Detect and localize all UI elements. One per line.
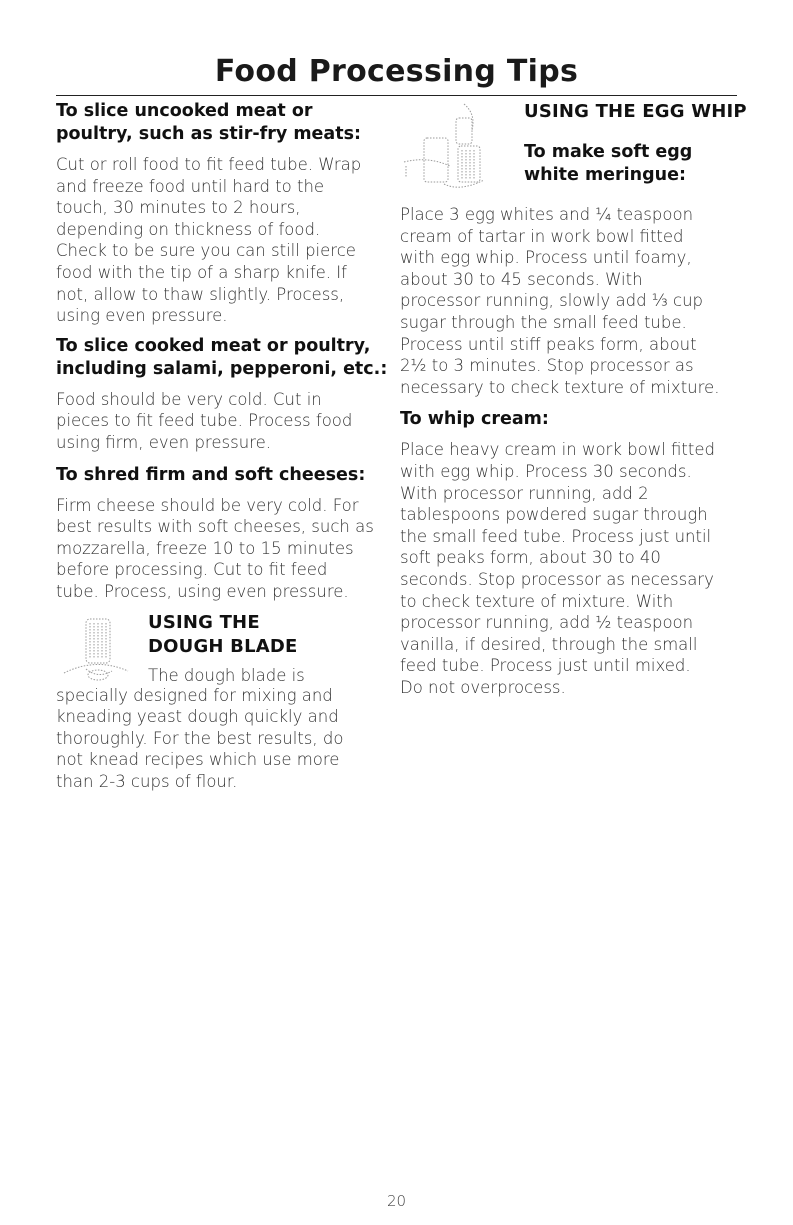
dough-blade-section <box>56 613 404 685</box>
page-title: Food Processing Tips <box>214 54 579 89</box>
text-line: specially designed for mixing and <box>56 685 333 705</box>
text-line: using even pressure. <box>56 306 228 326</box>
text-line: Process until stiff peaks form, about <box>400 334 697 354</box>
slice-cooked-heading-line-1: To slice cooked meat or poultry, <box>56 335 371 356</box>
meringue-heading-line-1: To make soft egg <box>524 142 693 162</box>
text-line: with egg whip. Process until foamy, <box>400 248 692 268</box>
text-line: Firm cheese should be very cold. For <box>56 495 359 515</box>
text-line: about 30 to 45 seconds. With <box>400 269 643 289</box>
text-line: depending on thickness of food. <box>56 219 321 239</box>
text-line: tablespoons powdered sugar through <box>400 505 708 525</box>
text-line: 2½ to 3 minutes. Stop processor as <box>400 356 694 376</box>
text-line: to check texture of mixture. With <box>400 591 674 611</box>
text-line: kneading yeast dough quickly and <box>56 707 339 727</box>
text-line: pieces to fit feed tube. Process food <box>56 411 353 431</box>
text-line: feed tube. Process just until mixed. <box>400 656 691 676</box>
text-line: not, allow to thaw slightly. Process, <box>56 284 345 304</box>
text-line: soft peaks form, about 30 to 40 <box>400 548 661 568</box>
text-line: before processing. Cut to fit feed <box>56 560 328 580</box>
title-divider <box>56 95 737 96</box>
text-line: not knead recipes which use more <box>56 750 340 770</box>
text-line: touch, 30 minutes to 2 hours, <box>56 198 301 218</box>
slice-uncooked-heading-line-1: To slice uncooked meat or <box>56 101 313 121</box>
text-line: Check to be sure you can still pierce <box>56 241 356 261</box>
slice-cooked-heading-line-2: including salami, pepperoni, etc.: <box>56 358 388 379</box>
shred-cheese-text <box>56 495 404 603</box>
egg-whip-icon <box>400 100 512 200</box>
text-line: cream of tartar in work bowl fitted <box>400 226 684 246</box>
text-line: seconds. Stop processor as necessary <box>400 569 714 589</box>
text-line: than 2-3 cups of flour. <box>56 771 238 791</box>
slice-cooked-text <box>56 389 404 454</box>
text-line: and freeze food until hard to the <box>56 176 325 196</box>
text-line: thoroughly. For the best results, do <box>56 728 344 748</box>
left-column <box>56 100 404 792</box>
text-line: necessary to check texture of mixture. <box>400 377 720 397</box>
dough-blade-icon <box>56 613 141 685</box>
text-line: Do not overprocess. <box>400 677 566 697</box>
dough-blade-first-line: The dough blade is <box>148 665 305 685</box>
dough-blade-heading-line-1: USING THE <box>148 611 260 633</box>
right-column <box>400 100 748 698</box>
slice-uncooked-text <box>56 154 404 327</box>
text-line: With processor running, add 2 <box>400 483 649 503</box>
text-line: tube. Process, using even pressure. <box>56 581 349 601</box>
meringue-heading-line-2: white meringue: <box>524 165 686 185</box>
meringue-text <box>400 204 748 398</box>
text-line: the small feed tube. Process just until <box>400 526 712 546</box>
shred-cheese-heading: To shred firm and soft cheeses: <box>56 464 366 485</box>
text-line: vanilla, if desired, through the small <box>400 634 698 654</box>
dough-blade-text <box>56 685 404 793</box>
text-line: using firm, even pressure. <box>56 432 271 452</box>
whip-cream-text <box>400 439 748 698</box>
whip-cream-heading: To whip cream: <box>400 409 549 430</box>
text-line: sugar through the small feed tube. <box>400 312 687 332</box>
text-line: with egg whip. Process 30 seconds. <box>400 461 692 481</box>
egg-whip-heading: USING THE EGG WHIP <box>524 101 747 122</box>
text-line: processor running, add ½ teaspoon <box>400 613 694 633</box>
text-line: Place heavy cream in work bowl fitted <box>400 440 715 460</box>
page-number: 20 <box>386 1192 407 1210</box>
text-line: best results with soft cheeses, such as <box>56 517 374 537</box>
text-line: food with the tip of a sharp knife. If <box>56 262 347 282</box>
text-line: processor running, slowly add ⅓ cup <box>400 291 704 311</box>
text-line: Place 3 egg whites and ¼ teaspoon <box>400 205 694 224</box>
egg-whip-section <box>400 100 748 200</box>
text-line: Cut or roll food to fit feed tube. Wrap <box>56 155 362 174</box>
text-line: mozzarella, freeze 10 to 15 minutes <box>56 538 354 558</box>
text-line: Food should be very cold. Cut in <box>56 389 322 409</box>
slice-uncooked-heading-line-2: poultry, such as stir-fry meats: <box>56 124 362 144</box>
dough-blade-heading-line-2: DOUGH BLADE <box>148 635 298 657</box>
